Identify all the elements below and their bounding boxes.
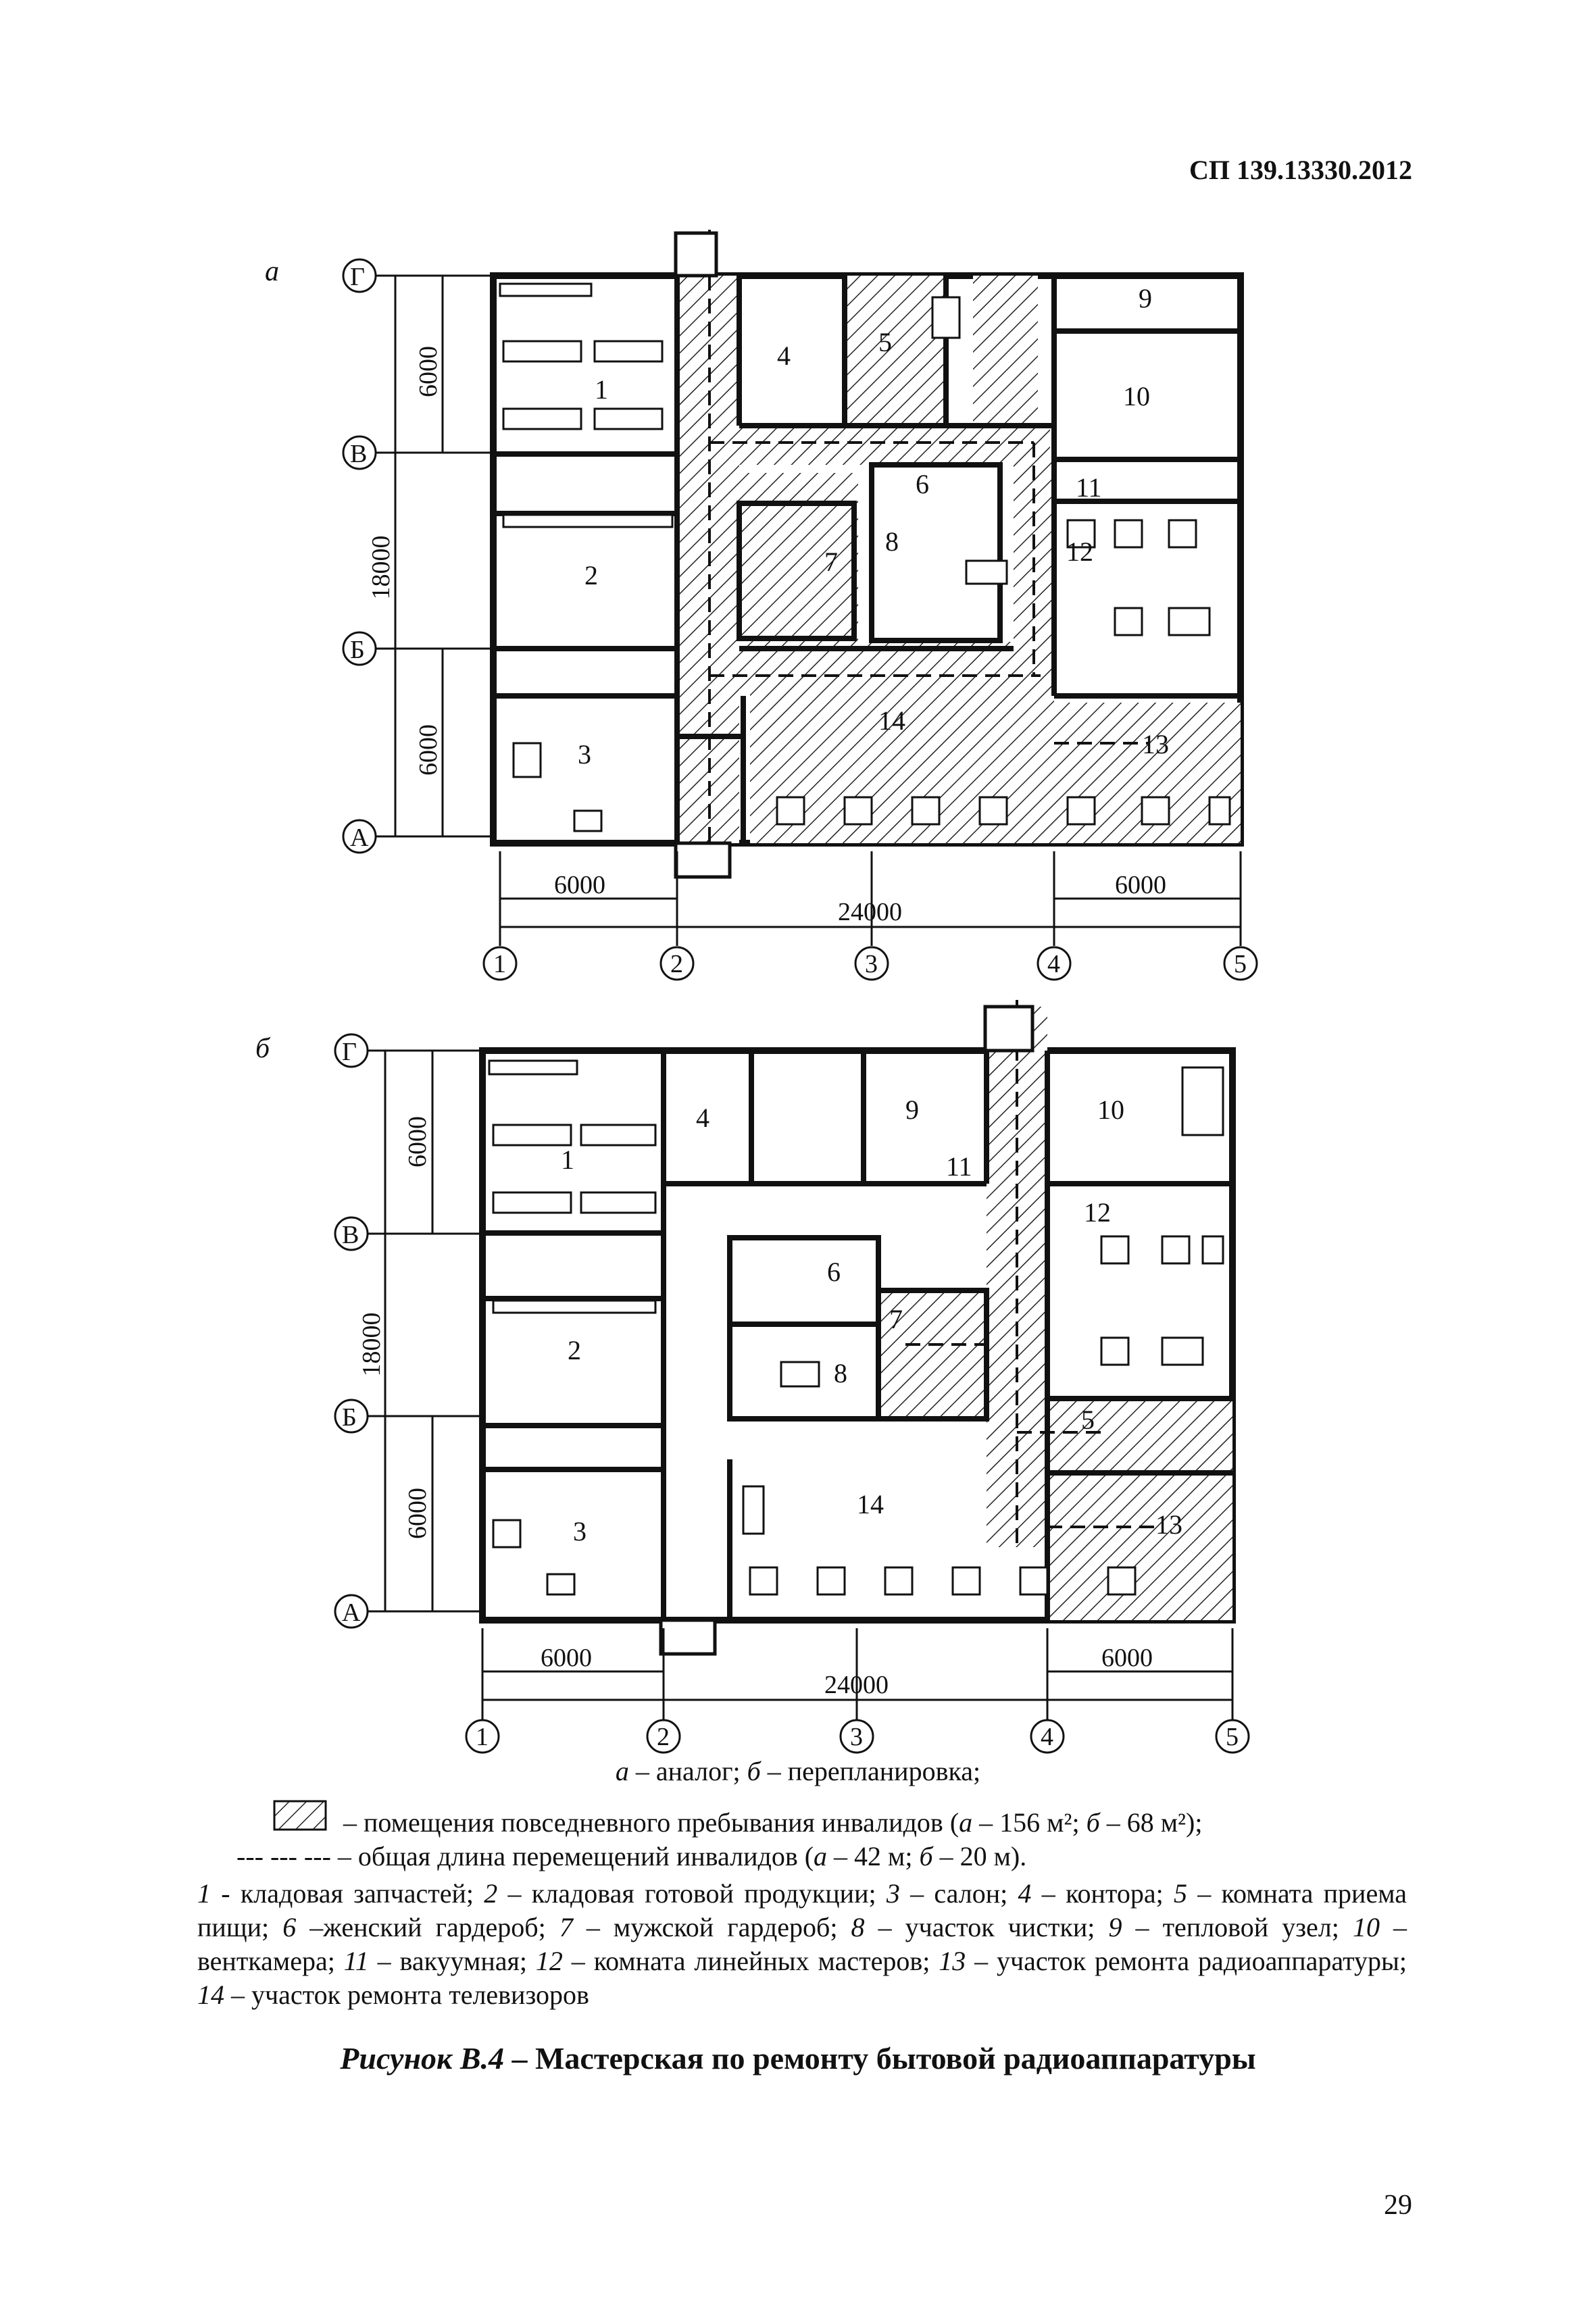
plan-a-room-10: 10 (1123, 381, 1150, 411)
dash-symbol: --- --- --- (236, 1841, 338, 1871)
hatch-legend-text: – помещения повседневного пребывания инвалидов (а – 156 м²; б – 68 м²); (343, 1807, 1203, 1838)
plan-b-room-4: 4 (696, 1103, 709, 1133)
page-number: 29 (1384, 2190, 1412, 2221)
plan-a-room-6: 6 (916, 469, 929, 499)
plan-a (343, 230, 1257, 980)
plan-a-dim-6000-left: 6000 (554, 871, 605, 899)
plan-a-axis-row-B: Б (350, 636, 365, 664)
plan-a-room-13: 13 (1142, 729, 1169, 759)
figure-caption (0, 2040, 1596, 2076)
plan-b (335, 1000, 1249, 1753)
plan-b-room-2: 2 (568, 1335, 581, 1365)
figure-caption-text: – Мастерская по ремонту бытовой радиоаппаратуры (504, 2041, 1256, 2076)
plan-b-room-12: 12 (1084, 1197, 1111, 1228)
plan-a-dim-6000-lower: 6000 (414, 724, 443, 776)
route-legend-text: --- --- --- – общая длина перемещений инвалидов (а – 42 м; б – 20 м). (236, 1841, 1027, 1871)
plan-a-dim-18000: 18000 (367, 535, 395, 600)
plan-b-room-7: 7 (889, 1304, 903, 1334)
document-code: СП 139.13330.2012 (1189, 155, 1412, 185)
plan-a-axis-row-V: В (350, 440, 368, 468)
plan-b-axis-col-1: 1 (476, 1723, 489, 1751)
plan-a-dim-6000-upper: 6000 (414, 346, 443, 397)
hatch-legend-swatch (273, 1800, 327, 1831)
plan-a-axis-col-2: 2 (670, 950, 683, 978)
plan-a-axis-row-G: Г (350, 263, 365, 291)
room-explanation: 1 - кладовая запчастей; 2 – кладовая готовой продукции; 3 – салон; 4 – контора; 5 – комната приема пищи; 6 –женский гардероб; 7 – мужской гардероб; 8 – участок чистки; 9 – тепловой узел; 10 – венткамера; 11 – вакуумная; 12 – комната линейных мастеров; 13 – участок ремонта радиоаппаратуры; 14 – участок ремонта телевизоров (197, 1878, 1407, 2010)
plan-a-room-2: 2 (584, 560, 598, 590)
plan-a-room-5: 5 (878, 327, 892, 357)
plan-a-axis-col-5: 5 (1234, 950, 1247, 978)
plan-b-dim-6000-left: 6000 (541, 1644, 592, 1672)
plan-b-dim-18000: 18000 (357, 1312, 386, 1377)
plan-b-room-11: 11 (946, 1151, 972, 1182)
plan-b-entrance-bottom (661, 1620, 715, 1654)
plan-b-room-10: 10 (1097, 1095, 1124, 1125)
plan-a-room-1: 1 (595, 374, 608, 405)
plan-b-dim-24000: 24000 (824, 1671, 889, 1699)
subcaption-b-letter: б (747, 1756, 761, 1786)
plan-a-room-11: 11 (1076, 472, 1102, 503)
plan-b-axis-col-2: 2 (657, 1723, 670, 1751)
plan-b-dim-6000-lower: 6000 (403, 1488, 432, 1539)
plan-b-label: б (255, 1033, 270, 1064)
plan-a-room-14: 14 (878, 705, 905, 736)
plan-b-axis-col-4: 4 (1041, 1723, 1053, 1751)
plan-b-room-8: 8 (834, 1358, 847, 1388)
plan-b-axis-row-G: Г (342, 1038, 357, 1066)
plan-a-axis-row-A: А (350, 824, 369, 852)
plan-a-entrance-top (676, 233, 716, 276)
plan-b-entrance-top (985, 1007, 1032, 1051)
plan-b-dim-6000-upper: 6000 (403, 1116, 432, 1167)
plan-a-room-7: 7 (824, 547, 838, 577)
plan-a-entrance-bottom (676, 843, 730, 877)
plan-b-axis-col-3: 3 (850, 1723, 863, 1751)
plan-a-dim-24000: 24000 (838, 898, 902, 926)
plan-b-room-5: 5 (1081, 1405, 1095, 1435)
plan-a-axis-col-3: 3 (865, 950, 878, 978)
plan-b-room-13: 13 (1155, 1509, 1182, 1540)
plan-b-dim-6000-right: 6000 (1101, 1644, 1153, 1672)
plan-b-room-1: 1 (561, 1145, 574, 1175)
plan-b-room-6: 6 (827, 1257, 841, 1287)
plan-a-room-3: 3 (578, 739, 591, 770)
plan-b-axis-row-V: В (342, 1221, 359, 1249)
plan-a-axis-col-1: 1 (493, 950, 506, 978)
plan-a-room-8: 8 (885, 526, 899, 557)
subcaption-b-text: – перепланировка; (760, 1756, 981, 1786)
plan-b-axis-row-B: Б (342, 1403, 357, 1432)
plan-b-room-9: 9 (905, 1095, 919, 1125)
plan-a-room-12: 12 (1066, 536, 1093, 567)
plan-a-room-4: 4 (777, 341, 791, 371)
plan-b-axis-row-A: А (342, 1599, 361, 1627)
plan-a-room-9: 9 (1139, 283, 1152, 313)
plan-a-label: а (265, 256, 279, 287)
plan-b-room-3: 3 (573, 1516, 587, 1546)
plan-a-axis-col-4: 4 (1047, 950, 1060, 978)
figure-caption-number: Рисунок В.4 (340, 2041, 505, 2076)
plan-a-dim-6000-right: 6000 (1115, 871, 1166, 899)
plan-b-room-14: 14 (857, 1489, 884, 1519)
plan-b-axis-col-5: 5 (1226, 1723, 1239, 1751)
subcaption-a-text: – аналог; (628, 1756, 747, 1786)
subcaption-a-letter: а (615, 1756, 629, 1786)
plans-subcaption (0, 1755, 1596, 1787)
